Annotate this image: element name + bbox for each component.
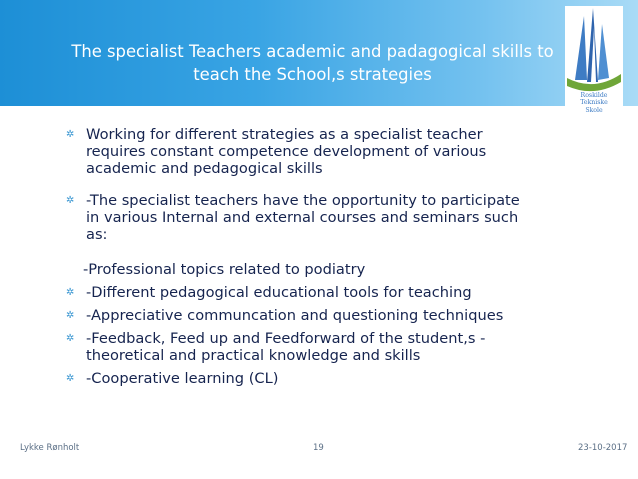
item-text-line: theoretical and practical knowledge and skills bbox=[86, 347, 421, 364]
list-item bbox=[66, 192, 586, 243]
item-text-line: Working for different strategies as a specialist teacher bbox=[86, 126, 483, 143]
item-text-line: -Different pedagogical educational tools for teaching bbox=[86, 284, 472, 301]
footer-author: Lykke Rønholt bbox=[20, 443, 80, 453]
logo-text-line-2: Tekniske bbox=[580, 99, 608, 107]
list-item bbox=[66, 261, 586, 278]
bullet-icon: ✲ bbox=[66, 195, 75, 206]
list-item bbox=[66, 370, 586, 387]
list-item bbox=[66, 284, 586, 301]
footer-page-number: 19 bbox=[313, 443, 324, 453]
item-text-line: -Cooperative learning (CL) bbox=[86, 370, 279, 387]
bullet-icon: ✲ bbox=[66, 333, 75, 344]
bullet-icon: ✲ bbox=[66, 129, 75, 140]
item-text-line: -Feedback, Feed up and Feedforward of the student,s - bbox=[86, 330, 486, 347]
item-text-line: -Professional topics related to podiatry bbox=[83, 261, 366, 278]
item-text-line: -The specialist teachers have the opportunity to participate bbox=[86, 192, 520, 209]
item-text-line: requires constant competence development of various bbox=[86, 143, 487, 160]
list-item bbox=[66, 307, 586, 324]
footer-date: 23-10-2017 bbox=[578, 443, 628, 453]
slide-title-line-2: teach the School,s strategies bbox=[193, 65, 432, 84]
bullet-icon: ✲ bbox=[66, 373, 75, 384]
logo-text-line-1: Roskilde bbox=[580, 92, 608, 99]
logo-text bbox=[565, 92, 623, 114]
logo-spires-icon bbox=[565, 6, 623, 96]
item-text-line: as: bbox=[86, 226, 108, 243]
bullet-icon: ✲ bbox=[66, 287, 75, 298]
list-item bbox=[66, 330, 586, 364]
logo-text-line-3: Skole bbox=[585, 106, 603, 114]
item-text-line: in various Internal and external courses and seminars such bbox=[86, 209, 519, 226]
slide-title-line-1: The specialist Teachers academic and padagogical skills to bbox=[71, 42, 554, 61]
school-logo bbox=[565, 6, 623, 124]
item-text-line: academic and pedagogical skills bbox=[86, 160, 323, 177]
slide-body bbox=[66, 126, 586, 387]
item-text-line: -Appreciative communcation and questioning techniques bbox=[86, 307, 504, 324]
list-item bbox=[66, 126, 586, 177]
bullet-icon: ✲ bbox=[66, 310, 75, 321]
slide-title bbox=[40, 40, 585, 86]
